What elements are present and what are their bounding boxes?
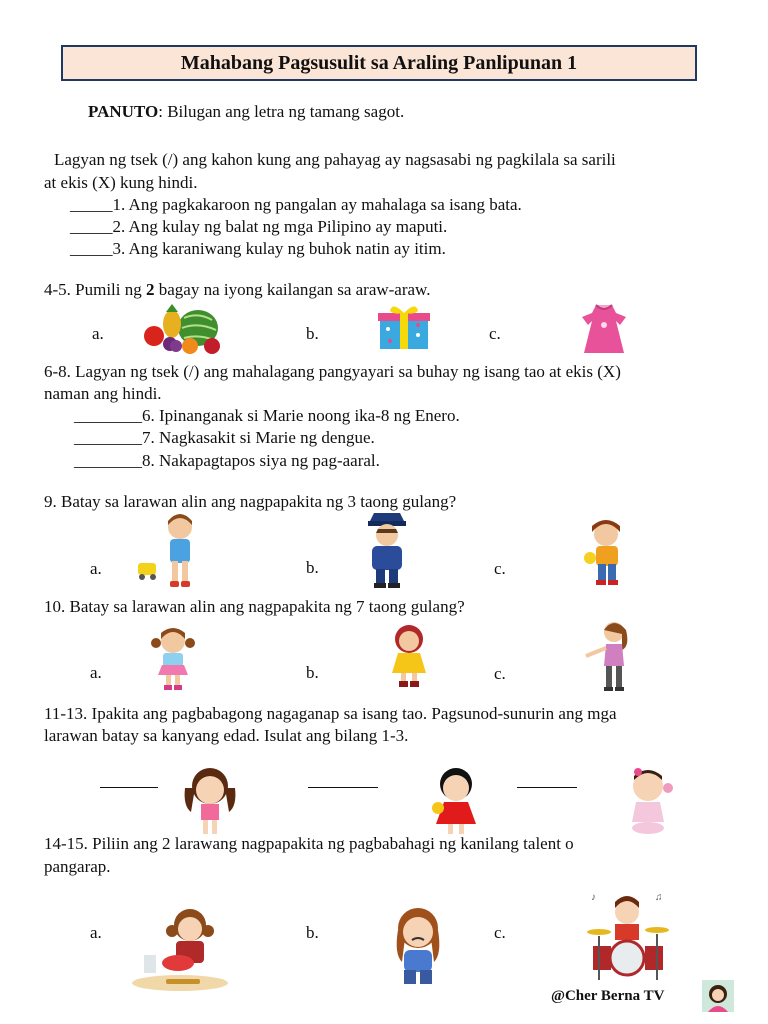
option-c[interactable]: c. bbox=[494, 559, 506, 578]
answer-blank[interactable] bbox=[100, 773, 158, 788]
answer-blank[interactable] bbox=[308, 773, 378, 788]
girl-red-dress-icon[interactable] bbox=[428, 764, 484, 838]
option-a[interactable]: a. bbox=[90, 663, 102, 682]
item-text: 6. Ipinanganak si Marie noong ika-8 ng Enero. bbox=[142, 406, 460, 425]
list-item bbox=[70, 238, 446, 260]
title-text: Mahabang Pagsusulit sa Araling Panlipunan 1 bbox=[180, 51, 578, 74]
police-officer-icon[interactable] bbox=[362, 511, 412, 589]
item-text: 8. Nakapagtapos siya ng pag-aaral. bbox=[142, 451, 380, 470]
section1-intro-cont: at ekis (X) kung hindi. bbox=[44, 173, 198, 192]
question-9: 9. Batay sa larawan alin ang nagpapakita ng 3 taong gulang? bbox=[44, 492, 457, 511]
question-11-13-cont: larawan batay sa kanyang edad. Isulat ang bilang 1-3. bbox=[44, 726, 409, 745]
question-10: 10. Batay sa larawan alin ang nagpapakita ng 7 taong gulang? bbox=[44, 597, 465, 616]
answer-blank[interactable]: _____ bbox=[70, 239, 113, 258]
option-c[interactable]: c. bbox=[494, 923, 506, 942]
baby-girl-icon[interactable] bbox=[626, 766, 674, 836]
girl-yellow-dress-icon[interactable] bbox=[386, 623, 432, 689]
section3-intro: 6-8. Lagyan ng tsek (/) ang mahalagang pangyayari sa buhay ng isang tao at ekis (X) bbox=[44, 362, 621, 381]
option-a[interactable]: a. bbox=[90, 559, 102, 578]
item-text: 1. Ang pagkakaroon ng pangalan ay mahalaga sa isang bata. bbox=[112, 195, 522, 214]
sad-girl-icon[interactable] bbox=[392, 904, 444, 990]
q-text: bagay na iyong kailangan sa araw-araw. bbox=[154, 280, 431, 299]
girl-pigtails-icon[interactable] bbox=[183, 764, 237, 840]
answer-blank[interactable]: ________ bbox=[74, 406, 142, 425]
option-c[interactable]: c. bbox=[489, 324, 501, 343]
answer-blank[interactable] bbox=[517, 773, 577, 788]
question-4-5 bbox=[44, 279, 430, 301]
option-a[interactable]: a. bbox=[92, 324, 104, 343]
page-title bbox=[61, 45, 697, 81]
instructions bbox=[88, 101, 404, 123]
gift-box-icon[interactable] bbox=[378, 305, 430, 349]
boy-drummer-icon[interactable] bbox=[585, 890, 671, 982]
option-b[interactable]: b. bbox=[306, 558, 319, 577]
boy-with-bag-icon[interactable] bbox=[580, 518, 630, 588]
question-14-15: 14-15. Piliin ang 2 larawang nagpapakita ng pagbabahagi ng kanilang talent o bbox=[44, 834, 574, 853]
option-b[interactable]: b. bbox=[306, 923, 319, 942]
answer-blank[interactable]: _____ bbox=[70, 217, 113, 236]
list-item bbox=[74, 427, 375, 449]
section1-intro: Lagyan ng tsek (/) ang kahon kung ang pahayag ay nagsasabi ng pagkilala sa sarili bbox=[54, 150, 616, 169]
question-11-13: 11-13. Ipakita ang pagbabagong nagaganap sa isang tao. Pagsunod-sunurin ang mga bbox=[44, 704, 617, 723]
avatar bbox=[702, 980, 734, 1012]
answer-blank[interactable]: _____ bbox=[70, 195, 113, 214]
item-text: 2. Ang kulay ng balat ng mga Pilipino ay maputi. bbox=[112, 217, 448, 236]
svg-text:♫: ♫ bbox=[655, 892, 663, 903]
little-girl-icon[interactable] bbox=[150, 625, 196, 691]
q-bold: 2 bbox=[146, 280, 155, 299]
option-b[interactable]: b. bbox=[306, 663, 319, 682]
q-text: 4-5. Pumili ng bbox=[44, 280, 147, 299]
instructions-label: PANUTO bbox=[88, 102, 159, 121]
list-item bbox=[74, 450, 380, 472]
teen-girl-icon[interactable] bbox=[582, 620, 640, 692]
item-text: 7. Nagkasakit si Marie ng dengue. bbox=[142, 428, 375, 447]
toddler-boy-icon[interactable] bbox=[138, 513, 200, 589]
svg-text:♪: ♪ bbox=[591, 892, 596, 903]
item-text: 3. Ang karaniwang kulay ng buhok natin ay itim. bbox=[112, 239, 446, 258]
list-item bbox=[70, 216, 447, 238]
girl-baking-icon[interactable] bbox=[130, 903, 230, 995]
instructions-text: : Bilugan ang letra ng tamang sagot. bbox=[158, 102, 405, 121]
answer-blank[interactable]: ________ bbox=[74, 428, 142, 447]
option-a[interactable]: a. bbox=[90, 923, 102, 942]
pink-dress-icon[interactable] bbox=[580, 303, 628, 355]
option-c[interactable]: c. bbox=[494, 664, 506, 683]
option-b[interactable]: b. bbox=[306, 324, 319, 343]
list-item bbox=[74, 405, 460, 427]
section3-intro-cont: naman ang hindi. bbox=[44, 384, 162, 403]
channel-credit: @Cher Berna TV bbox=[551, 988, 665, 1004]
list-item bbox=[70, 194, 522, 216]
answer-blank[interactable]: ________ bbox=[74, 451, 142, 470]
fruits-icon[interactable] bbox=[140, 302, 225, 354]
question-14-15-cont: pangarap. bbox=[44, 857, 111, 876]
